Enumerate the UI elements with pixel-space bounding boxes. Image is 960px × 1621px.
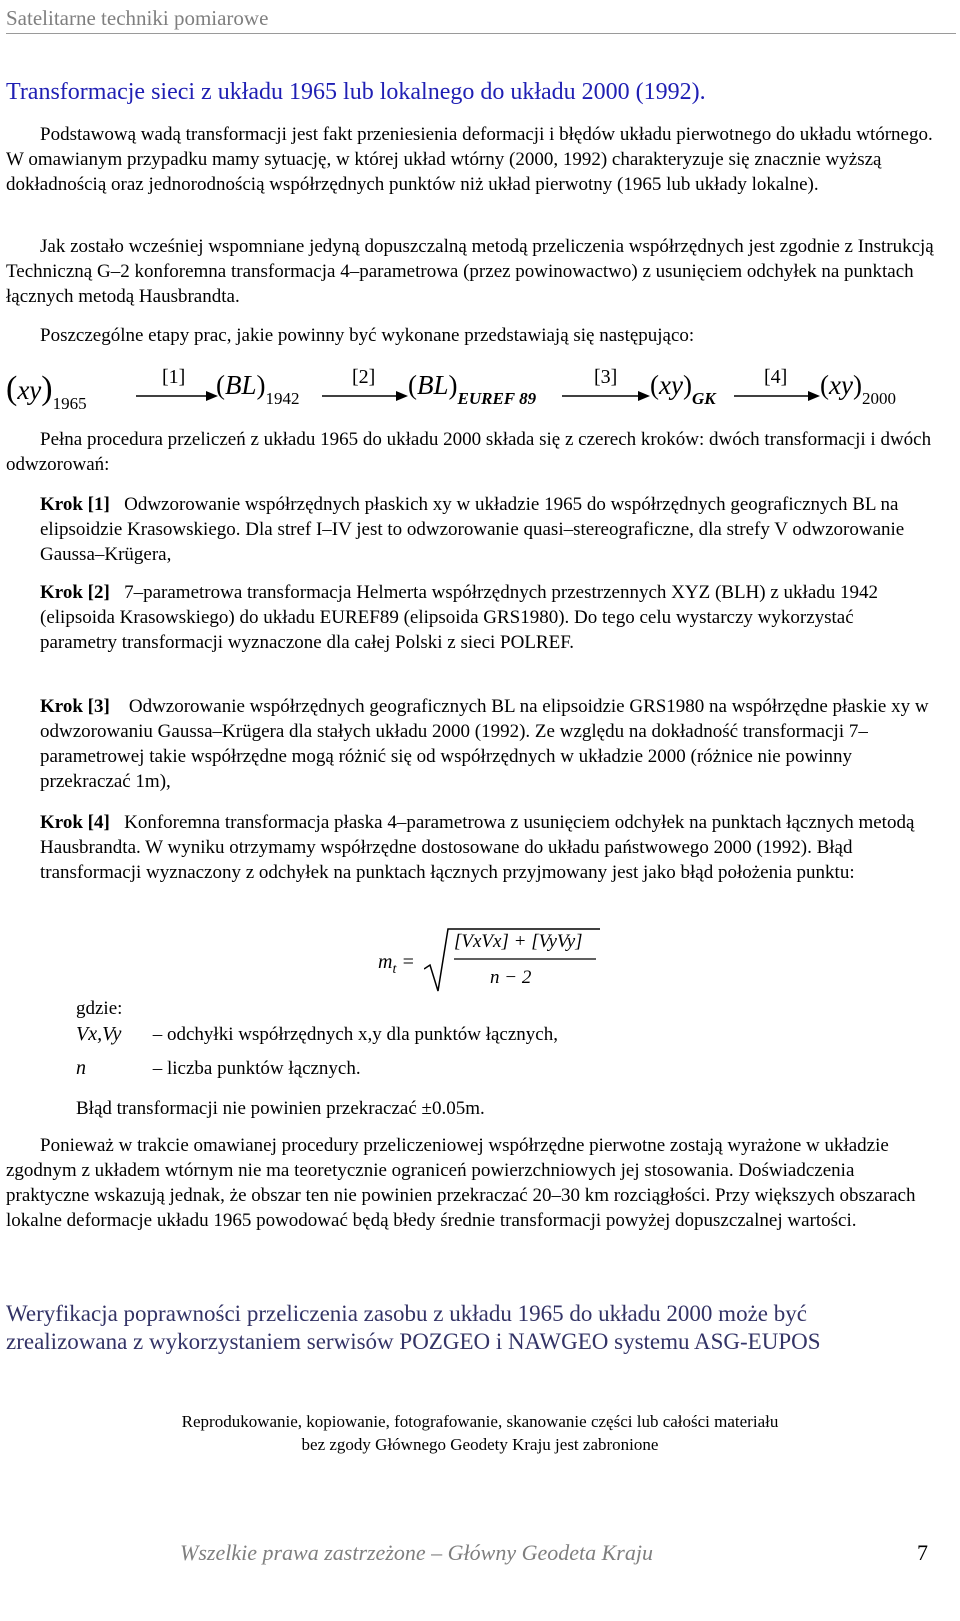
paragraph-text: Ponieważ w trakcie omawianej procedury przeliczeniowej współrzędne pierwotne zostają wyrażone w układzie zgodnym z układem wtórnym nie ma teoretycznie ograniceń powierzchniowych jej stosowania. Doświadczenia praktyczne wskazują jednak, że obszar ten nie powinien przekraczać 20–30 km rozciągłości. Przy większych obszarach lokalne deformacje układu 1965 powodować będą błedy średnie transformacji powyżej dopuszczalnej wartości. [6,1135,916,1231]
definition-symbol: n [76,1057,86,1079]
paragraph-text: Poszczególne etapy prac, jakie powinny być wykonane przedstawiają się następująco: [40,325,695,346]
definition-text: – odchyłki współrzędnych x,y dla punktów łącznych, [152,1024,558,1045]
paragraph-text: Jak zostało wcześniej wspomniane jedyną dopuszczalną metodą przeliczenia współrzędnych jest zgodnie z Instrukcją Techniczną G–2 konforemna transformacja 4–parametrowa (przez powinowactwo) z usunięciem odchyłek na punktach łącznych metodą Hausbrandta. [6,236,934,307]
verification-heading: Weryfikacja poprawności przeliczenia zasobu z układu 1965 do układu 2000 może być zrealizowana z wykorzystaniem serwisów POZGEO i NAWGEO systemu ASG-EUPOS [6,1301,821,1354]
step-label: Krok [1] [40,494,110,515]
step-label: Krok [2] [40,582,110,603]
step-label: Krok [3] [40,696,110,717]
paragraph-stages [6,323,941,348]
paragraph-intro [6,122,941,197]
step-text: Konforemna transformacja płaska 4–parametrowa z usunięciem odchyłek na punktach łącznych metodą Hausbrandta. W wyniku otrzymamy współrzędne dostosowane do układu państwowego 2000 (1992). Błąd transformacji wyznaczony z odchyłek na punktach łącznych przyjmowany jest jako błąd położenia punktu: [40,812,915,883]
error-limit-text: Błąd transformacji nie powinien przekraczać ±0.05m. [76,1098,485,1119]
transformation-chain-formula: $(xy)_{1965}$ [1] $(BL)_{1942}$ [2] $(BL)_{EUREF 89}$ [3] $(xy)_{GK}$ [4] $(xy)_{2000}$ [6,366,896,413]
definition-n [76,1056,361,1081]
paragraph-method [6,234,941,309]
copyright-notice [60,1410,900,1456]
section-title: Transformacje sieci z układu 1965 lub lokalnego do układu 2000 (1992). [6,79,706,105]
step-3 [40,694,930,794]
definition-text: – liczba punktów łącznych. [152,1058,361,1079]
definition-symbol: Vx,Vy [76,1023,122,1045]
formula-lhs: $m_t$ = [378,951,415,977]
formula-numerator: [VxVx] + [VyVy] [454,931,583,952]
step-text: Odwzorowanie współrzędnych geograficznych BL na elipsoidzie GRS1980 na współrzędne płaskie xy w odwzorowaniu Gaussa–Krügera dla stałych układu 2000 (1992). Ze względu na dokładność transformacji 7–parametrowej takie współrzędne mogą różnić się od współrzędnych w układzie 2000 (różnice nie powinny przekraczać 1m), [40,696,929,792]
running-header: Satelitarne techniki pomiarowe [6,6,956,34]
formula-denominator: n − 2 [490,967,532,988]
step-text: Odwzorowanie współrzędnych płaskich xy w układzie 1965 do współrzędnych geograficznych BL na elipsoidzie Krasowskiego. Dla stref I–IV jest to odwzorowanie quasi–stereograficzne, dla strefy V odwzorowanie Gaussa–Krügera, [40,494,905,565]
step-4 [40,810,930,885]
page-number: 7 [917,1540,928,1565]
formula-term: $(xy)_{1965}$ [6,370,87,413]
notice-line: bez zgody Głównego Geodety Kraju jest zabronione [301,1435,659,1454]
paragraph-text: Pełna procedura przeliczeń z układu 1965 do układu 2000 składa się z czerech kroków: dwóch transformacji i dwóch odwzorowań: [6,429,932,475]
formula-term: $(xy)_{2000}$ [820,370,896,408]
where-label: gdzie: [76,998,123,1019]
step-1 [40,492,930,567]
notice-line: Reprodukowanie, kopiowanie, fotografowanie, skanowanie części lub całości materiału [181,1412,779,1431]
formula-term: $(BL)_{EUREF 89}$ [408,370,537,408]
definition-vx-vy [76,1022,558,1047]
paragraph-procedure [6,427,941,477]
footer-rights: Wszelkie prawa zastrzeżone – Główny Geodeta Kraju [180,1540,653,1565]
error-formula [370,925,610,995]
formula-term: $(BL)_{1942}$ [216,370,300,408]
step-2 [40,580,930,655]
paragraph-text: Podstawową wadą transformacji jest fakt przeniesienia deformacji i błędów układu pierwotnego do układu wtórnego. W omawianym przypadku mamy sytuację, w której układ wtórny (2000, 1992) charakteryzuje się znacznie wyższą dokładnością oraz jednorodnością współrzędnych punktów niż układ pierwotny (1965 lub układy lokalne). [6,124,933,195]
step-text: 7–parametrowa transformacja Helmerta współrzędnych przestrzennych XYZ (BLH) z układu 1942 (elipsoida Krasowskiego) do układu EUREF89 (elipsoida GRS1980). Do tego celu wystarczy wykorzystać parametry transformacji wyznaczone dla całej Polski z sieci POLREF. [40,582,878,653]
paragraph-limitations [6,1133,941,1233]
formula-term: $(xy)_{GK}$ [650,370,716,408]
step-label: Krok [4] [40,812,110,833]
